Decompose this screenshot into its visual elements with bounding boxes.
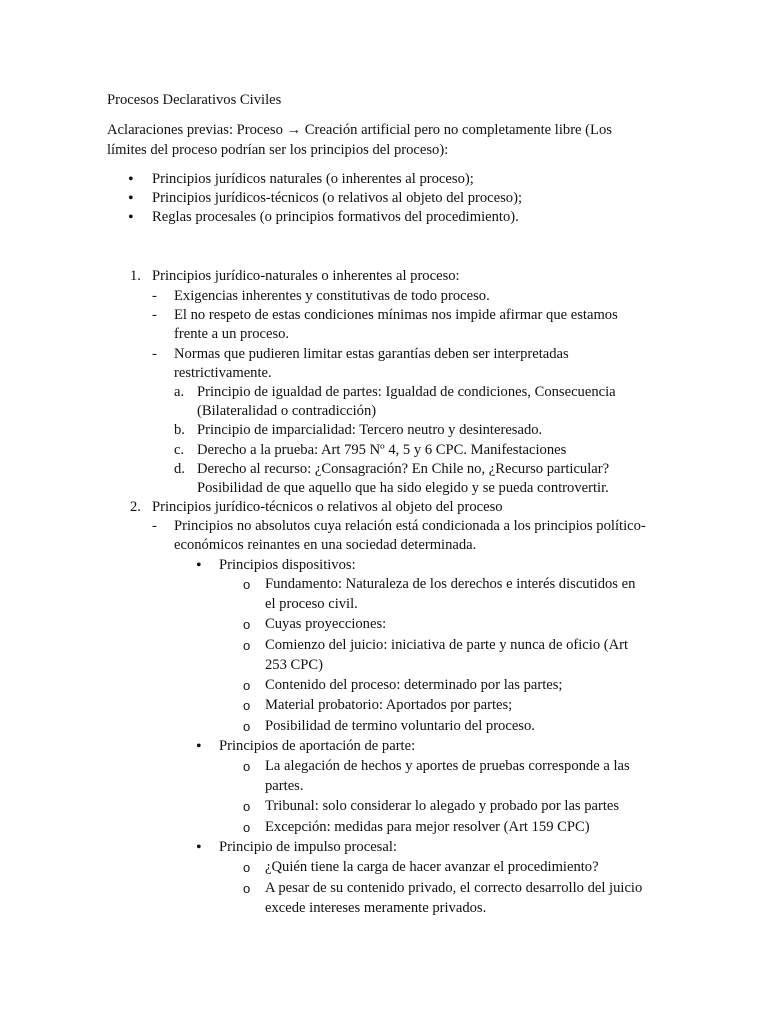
list-item-continuation: 253 CPC): [265, 657, 323, 673]
list-item: Tribunal: solo considerar lo alegado y probado por las partes: [265, 798, 620, 814]
section-number: 2.: [130, 499, 141, 515]
section-heading: Principios jurídico-naturales o inherentes al proceso:: [152, 268, 460, 284]
list-item-continuation: frente a un proceso.: [174, 326, 290, 342]
letter-marker: b.: [174, 422, 185, 438]
circle-bullet-icon: o: [243, 799, 251, 814]
list-item: ¿Quién tiene la carga de hacer avanzar el procedimiento?: [265, 859, 599, 875]
intro-label: Aclaraciones previas: Proceso: [107, 122, 283, 138]
bullet-icon: [196, 556, 202, 577]
list-item-continuation: económicos reinantes en una sociedad determinada.: [174, 537, 477, 553]
list-item: Principios jurídicos-técnicos (o relativos al objeto del proceso);: [152, 190, 523, 206]
circle-bullet-icon: o: [243, 759, 251, 774]
list-item: Material probatorio: Aportados por partes;: [265, 697, 513, 713]
list-item: El no respeto de estas condiciones mínimas nos impide afirmar que estamos: [174, 307, 618, 323]
letter-marker: d.: [174, 461, 185, 477]
list-item-continuation: restrictivamente.: [174, 365, 272, 381]
intro-text-line2: límites del proceso podrían ser los principios del proceso):: [107, 141, 449, 158]
circle-bullet-icon: o: [243, 698, 251, 713]
list-item-continuation: excede intereses meramente privados.: [265, 900, 487, 916]
list-item: Principios no absolutos cuya relación está condicionada a los principios político-: [174, 518, 646, 534]
list-item: Principios jurídicos naturales (o inherentes al proceso);: [152, 171, 474, 187]
dash-marker: -: [152, 307, 157, 323]
intro-paragraph: [107, 121, 667, 160]
list-item-continuation: Posibilidad de que aquello que ha sido elegido y se pueda controvertir.: [197, 480, 609, 496]
list-item: Cuyas proyecciones:: [265, 616, 387, 632]
list-item: Principio de igualdad de partes: Igualdad de condiciones, Consecuencia: [197, 384, 616, 400]
list-item: Excepción: medidas para mejor resolver (Art 159 CPC): [265, 819, 590, 835]
intro-text-line1: Creación artificial pero no completamente libre (Los: [304, 122, 612, 138]
list-item-continuation: partes.: [265, 778, 304, 794]
bullet-icon: [128, 208, 134, 229]
list-item-continuation: (Bilateralidad o contradicción): [197, 403, 377, 419]
list-item: Reglas procesales (o principios formativos del procedimiento).: [152, 209, 519, 225]
bullet-icon: [128, 189, 134, 210]
sub-heading: Principios dispositivos:: [219, 557, 356, 573]
dash-marker: -: [152, 518, 157, 534]
letter-marker: a.: [174, 384, 185, 400]
dash-marker: -: [152, 288, 157, 304]
section-number: 1.: [130, 268, 141, 284]
circle-bullet-icon: o: [243, 719, 251, 734]
list-item: Exigencias inherentes y constitutivas de todo proceso.: [174, 288, 490, 304]
circle-bullet-icon: o: [243, 617, 251, 632]
list-item: Fundamento: Naturaleza de los derechos e interés discutidos en: [265, 576, 636, 592]
list-item: Derecho a la prueba: Art 795 Nº 4, 5 y 6 CPC. Manifestaciones: [197, 442, 567, 458]
circle-bullet-icon: o: [243, 881, 251, 896]
list-item: Contenido del proceso: determinado por las partes;: [265, 677, 563, 693]
circle-bullet-icon: o: [243, 638, 251, 653]
sub-heading: Principio de impulso procesal:: [219, 839, 397, 855]
list-item: Derecho al recurso: ¿Consagración? En Chile no, ¿Recurso particular?: [197, 461, 610, 477]
circle-bullet-icon: o: [243, 860, 251, 875]
dash-marker: -: [152, 346, 157, 362]
bullet-icon: [128, 170, 134, 191]
letter-marker: c.: [174, 442, 185, 458]
list-item: Principio de imparcialidad: Tercero neutro y desinteresado.: [197, 422, 543, 438]
arrow-right-icon: →: [286, 122, 302, 138]
circle-bullet-icon: o: [243, 678, 251, 693]
list-item: Normas que pudieren limitar estas garantías deben ser interpretadas: [174, 346, 569, 362]
circle-bullet-icon: o: [243, 577, 251, 592]
list-item-continuation: el proceso civil.: [265, 596, 358, 612]
bullet-icon: [196, 838, 202, 859]
document-title: Procesos Declarativos Civiles: [107, 92, 282, 108]
list-item: Posibilidad de termino voluntario del proceso.: [265, 718, 535, 734]
list-item: La alegación de hechos y aportes de pruebas corresponde a las: [265, 758, 630, 774]
list-item: Comienzo del juicio: iniciativa de parte y nunca de oficio (Art: [265, 637, 629, 653]
bullet-icon: [196, 737, 202, 758]
sub-heading: Principios de aportación de parte:: [219, 738, 416, 754]
section-heading: Principios jurídico-técnicos o relativos al objeto del proceso: [152, 499, 503, 515]
list-item: A pesar de su contenido privado, el correcto desarrollo del juicio: [265, 880, 643, 896]
circle-bullet-icon: o: [243, 820, 251, 835]
